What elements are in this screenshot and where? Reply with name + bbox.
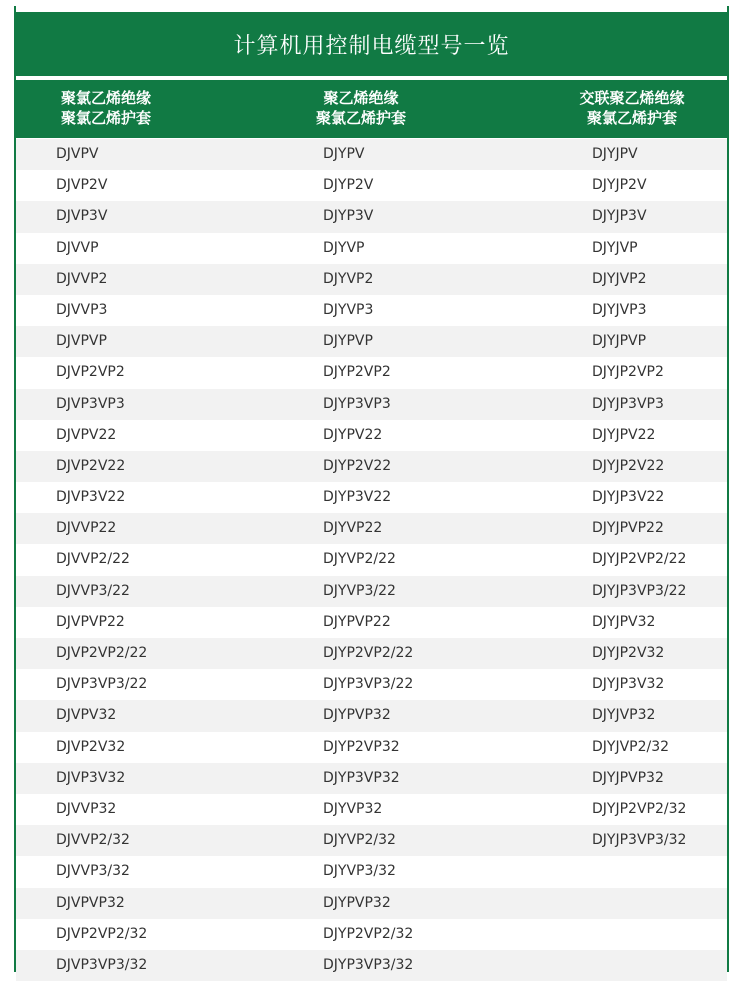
table-row bbox=[16, 513, 727, 544]
column-header-line: 聚氯乙烯护套 bbox=[315, 109, 406, 127]
model-cell: DJYVP2 bbox=[323, 270, 374, 287]
model-cell: DJVVP3/22 bbox=[56, 582, 130, 599]
cable-table bbox=[14, 6, 729, 972]
model-cell: DJVP2V32 bbox=[56, 738, 126, 755]
table-row bbox=[16, 139, 727, 170]
model-cell: DJYP2VP2 bbox=[323, 364, 391, 381]
table-row bbox=[16, 576, 727, 607]
model-cell: DJVP3V22 bbox=[56, 489, 126, 506]
model-cell: DJYJPVP32 bbox=[592, 769, 664, 786]
model-cell: DJYJPV32 bbox=[592, 613, 656, 630]
model-cell: DJYVP bbox=[323, 239, 365, 256]
table-row bbox=[16, 295, 727, 326]
column-header-pe-insulation bbox=[261, 88, 461, 128]
model-cell: DJYJVP bbox=[592, 239, 638, 256]
table-row bbox=[16, 357, 727, 388]
model-cell: DJYJP3V bbox=[592, 208, 647, 225]
model-cell: DJVVP bbox=[56, 239, 99, 256]
model-cell: DJYVP2/22 bbox=[323, 551, 396, 568]
table-body bbox=[16, 139, 727, 981]
model-cell: DJVPV32 bbox=[56, 707, 117, 724]
table-row bbox=[16, 888, 727, 919]
table-row bbox=[16, 201, 727, 232]
model-cell: DJVVP3 bbox=[56, 301, 108, 318]
table-row bbox=[16, 482, 727, 513]
model-cell: DJYVP3/32 bbox=[323, 863, 396, 880]
model-cell: DJVPV22 bbox=[56, 426, 117, 443]
table-row bbox=[16, 607, 727, 638]
column-header-line: 交联聚乙烯绝缘 bbox=[579, 89, 685, 107]
table-row bbox=[16, 170, 727, 201]
model-cell: DJYJPV22 bbox=[592, 426, 656, 443]
table-row bbox=[16, 451, 727, 482]
model-cell: DJVPVP22 bbox=[56, 613, 125, 630]
model-cell: DJYP2VP2/32 bbox=[323, 925, 414, 942]
model-cell: DJYP2VP32 bbox=[323, 738, 400, 755]
model-cell: DJYJP3VP3 bbox=[592, 395, 664, 412]
model-cell: DJVVP2/32 bbox=[56, 832, 130, 849]
table-row bbox=[16, 919, 727, 950]
model-cell: DJYPVP22 bbox=[323, 613, 391, 630]
model-cell: DJYJP2VP2/32 bbox=[592, 800, 687, 817]
table-row bbox=[16, 389, 727, 420]
table-row bbox=[16, 264, 727, 295]
table-row bbox=[16, 700, 727, 731]
table-row bbox=[16, 669, 727, 700]
table-row bbox=[16, 856, 727, 887]
table-row bbox=[16, 825, 727, 856]
model-cell: DJVVP22 bbox=[56, 520, 117, 537]
model-cell: DJYJP3V32 bbox=[592, 676, 665, 693]
table-row bbox=[16, 950, 727, 981]
model-cell: DJYJVP3 bbox=[592, 301, 647, 318]
table-row bbox=[16, 794, 727, 825]
model-cell: DJVVP3/32 bbox=[56, 863, 130, 880]
model-cell: DJVVP2/22 bbox=[56, 551, 130, 568]
model-cell: DJYP3VP3/32 bbox=[323, 956, 414, 973]
model-cell: DJVP2V bbox=[56, 177, 108, 194]
model-cell: DJYP3V22 bbox=[323, 489, 392, 506]
model-cell: DJYPVP bbox=[323, 333, 373, 350]
model-cell: DJYJVP32 bbox=[592, 707, 656, 724]
model-cell: DJYPVP32 bbox=[323, 894, 391, 911]
model-cell: DJVVP2 bbox=[56, 270, 108, 287]
model-cell: DJVP3V32 bbox=[56, 769, 126, 786]
model-cell: DJYP2VP2/22 bbox=[323, 645, 414, 661]
model-cell: DJYP3VP3/22 bbox=[323, 676, 414, 693]
model-cell: DJYJP2V bbox=[592, 177, 647, 194]
model-cell: DJYJP3VP3/22 bbox=[592, 582, 687, 599]
model-cell: DJVPV bbox=[56, 146, 99, 162]
model-cell: DJYJP2VP2/22 bbox=[592, 551, 687, 568]
model-cell: DJYVP3/22 bbox=[323, 582, 396, 599]
model-cell: DJYVP2/32 bbox=[323, 832, 396, 849]
model-cell: DJYVP22 bbox=[323, 520, 383, 537]
model-cell: DJYJVP2 bbox=[592, 270, 647, 287]
model-cell: DJYPV bbox=[323, 146, 365, 162]
model-cell: DJYVP32 bbox=[323, 800, 383, 817]
column-header-line: 聚氯乙烯护套 bbox=[60, 109, 151, 127]
model-cell: DJVP3VP3 bbox=[56, 395, 125, 412]
model-cell: DJYJP3V22 bbox=[592, 489, 665, 506]
table-row bbox=[16, 763, 727, 794]
model-cell: DJYJP2V32 bbox=[592, 645, 665, 661]
table-row bbox=[16, 326, 727, 357]
model-cell: DJYJPVP bbox=[592, 333, 647, 350]
column-header-line: 聚氯乙烯护套 bbox=[586, 109, 677, 127]
table-row bbox=[16, 638, 727, 669]
model-cell: DJYP3VP32 bbox=[323, 769, 400, 786]
column-header-line: 聚氯乙烯绝缘 bbox=[60, 89, 151, 107]
table-row bbox=[16, 732, 727, 763]
model-cell: DJYJPVP22 bbox=[592, 520, 664, 537]
model-cell: DJVP3VP3/32 bbox=[56, 956, 148, 973]
model-cell: DJYVP3 bbox=[323, 301, 374, 318]
model-cell: DJVP2VP2/22 bbox=[56, 645, 148, 661]
model-cell: DJYJP3VP3/32 bbox=[592, 832, 687, 849]
table-row bbox=[16, 420, 727, 451]
model-cell: DJYP3V bbox=[323, 208, 374, 225]
model-cell: DJVPVP bbox=[56, 333, 107, 350]
model-cell: DJVVP32 bbox=[56, 800, 117, 817]
model-cell: DJVPVP32 bbox=[56, 894, 125, 911]
model-cell: DJVP2VP2/32 bbox=[56, 925, 148, 942]
model-cell: DJYP3VP3 bbox=[323, 395, 391, 412]
model-cell: DJVP3VP3/22 bbox=[56, 676, 148, 693]
column-header-xlpe-insulation bbox=[532, 88, 732, 128]
model-cell: DJYJP2VP2 bbox=[592, 364, 664, 381]
column-header-row bbox=[16, 80, 727, 138]
model-cell: DJYPVP32 bbox=[323, 707, 391, 724]
model-cell: DJVP2VP2 bbox=[56, 364, 125, 381]
column-header-pvc-insulation bbox=[6, 88, 206, 128]
model-cell: DJVP2V22 bbox=[56, 457, 126, 474]
column-header-line: 聚乙烯绝缘 bbox=[323, 89, 399, 107]
table-row bbox=[16, 233, 727, 264]
table-row bbox=[16, 544, 727, 575]
model-cell: DJYJVP2/32 bbox=[592, 738, 670, 755]
model-cell: DJYPV22 bbox=[323, 426, 383, 443]
model-cell: DJYJP2V22 bbox=[592, 457, 665, 474]
model-cell: DJYP2V bbox=[323, 177, 374, 194]
table-title: 计算机用控制电缆型号一览 bbox=[16, 12, 727, 76]
model-cell: DJYP2V22 bbox=[323, 457, 392, 474]
model-cell: DJYJPV bbox=[592, 146, 638, 162]
model-cell: DJVP3V bbox=[56, 208, 108, 225]
